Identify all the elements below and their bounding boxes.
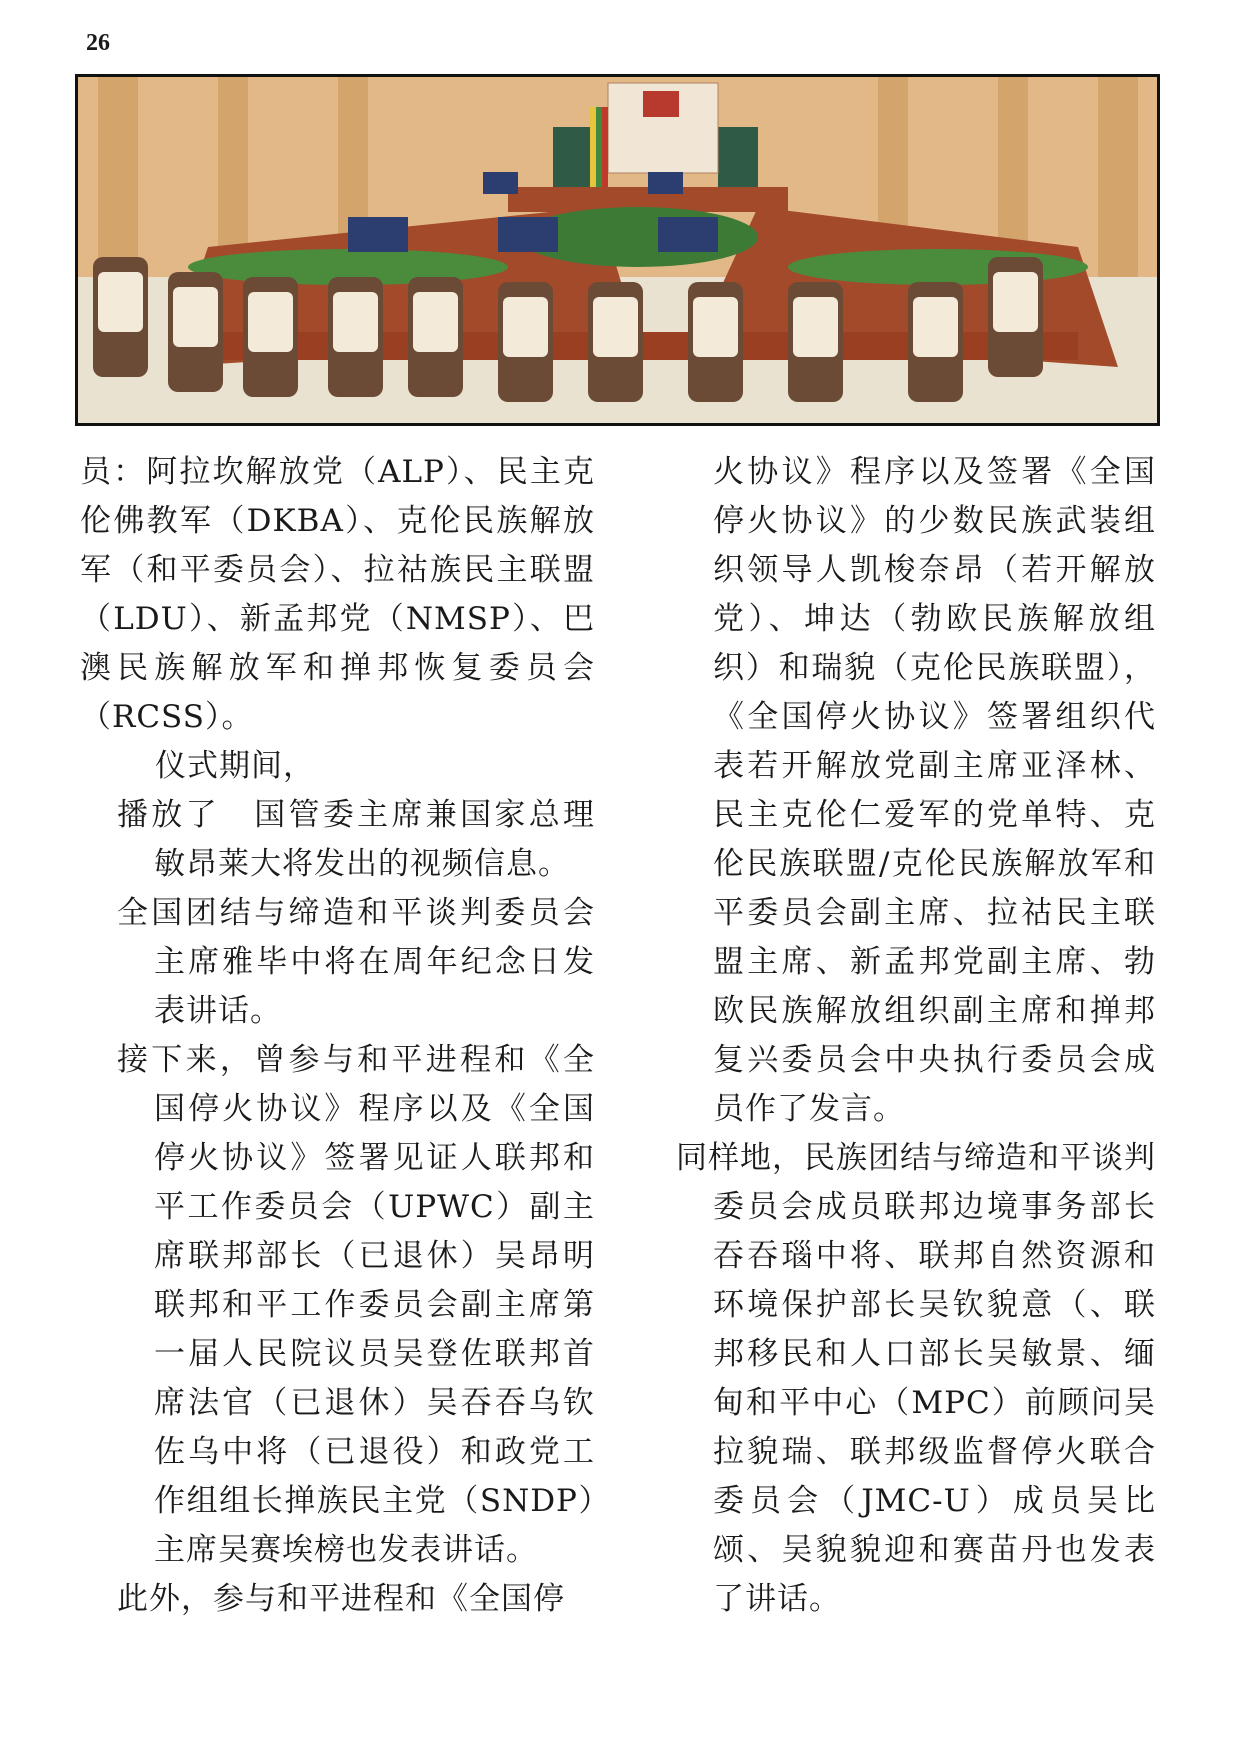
left-paragraph-5: 接下来，曾参与和平进程和《全国停火协议》程序以及《全国停火协议》签署见证人联邦和平工作委员会（UPWC）副主席联邦部长（已退休）吴昂明联邦和平工作委员会副主席第一届人民院议员吴登佐联邦首席法官（已退休）吴吞吞乌钦佐乌中将（已退役）和政党工作组组长掸族民主党（SNDP）主席吴赛埃榜也发表讲话。 <box>117 1042 595 1568</box>
left-paragraph-3: 播放了 国管委主席兼国家总理敏昂莱大将发出的视频信息。 <box>117 797 595 882</box>
left-paragraph-2: 仪式期间， <box>155 748 315 784</box>
left-paragraph-6: 此外，参与和平进程和《全国停 <box>117 1581 565 1617</box>
left-paragraph-4: 全国团结与缔造和平谈判委员会主席雅毕中将在周年纪念日发表讲话。 <box>117 895 595 1029</box>
left-paragraph-1: 员：阿拉坎解放党（ALP）、民主克伦佛教军（DKBA）、克伦民族解放军（和平委员会）、拉祜族民主联盟（LDU）、新孟邦党（NMSP）、巴澳民族解放军和掸邦恢复委员会（RCSS）。 <box>80 454 595 735</box>
right-paragraph-1: 火协议》程序以及签署《全国停火协议》的少数民族武装组织领导人凯梭奈昂（若开解放党）、坤达（勃欧民族解放组织）和瑞貌（克伦民族联盟），《全国停火协议》签署组织代表若开解放党副主席亚泽林、民主克伦仁爱军的党单特、克伦民族联盟/克伦民族解放军和平委员会副主席、拉祜民主联盟主席、新孟邦党副主席、勃欧民族解放组织副主席和掸邦复兴委员会中央执行委员会成员作了发言。 <box>713 454 1156 1127</box>
right-text-column <box>676 448 1156 1624</box>
meeting-room-photo <box>75 74 1160 426</box>
left-text-column <box>80 448 595 1624</box>
right-paragraph-2: 同样地，民族团结与缔造和平谈判委员会成员联邦边境事务部长吞吞瑙中将、联邦自然资源和环境保护部长吴钦貌意（、联邦移民和人口部长吴敏景、缅甸和平中心（MPC）前顾问吴拉貌瑞、联邦级监督停火联合委员会（JMC-U）成员吴比颂、吴貌貌迎和赛苗丹也发表了讲话。 <box>676 1140 1156 1617</box>
page-number: 26 <box>86 30 110 56</box>
